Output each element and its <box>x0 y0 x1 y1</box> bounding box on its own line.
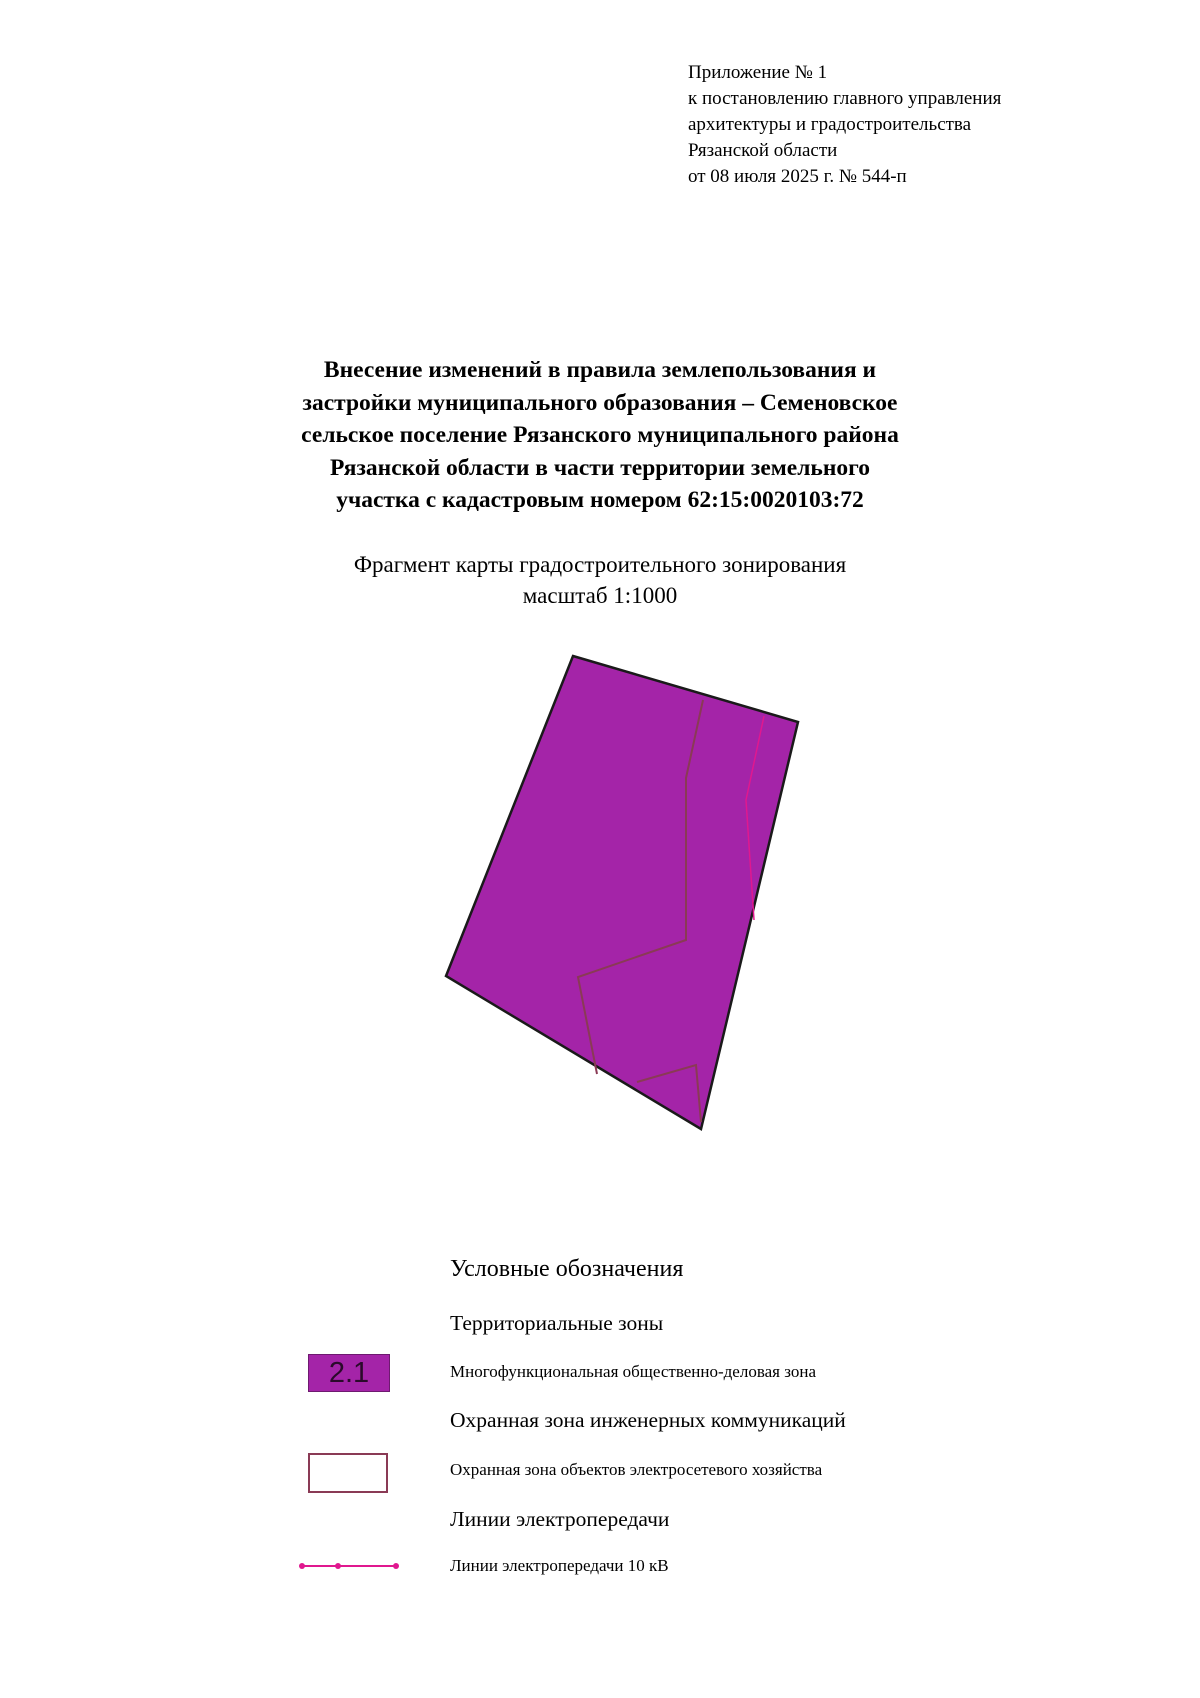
legend-heading: Условные обозначения <box>450 1256 684 1282</box>
appendix-line: от 08 июля 2025 г. № 544-п <box>688 166 907 187</box>
appendix-line: архитектуры и градостроительства <box>688 114 972 135</box>
title-line: Рязанской области в части территории земельного <box>330 454 870 481</box>
zone-label: Многофункциональная общественно-деловая зона <box>450 1362 817 1381</box>
title-line: застройки муниципального образования – Семеновское <box>302 389 898 416</box>
title-line: участка с кадастровым номером 62:15:0020103:72 <box>336 487 864 513</box>
power-line-swatch <box>298 1560 402 1572</box>
appendix-line: Приложение № 1 <box>688 62 828 83</box>
legend-zones-heading: Территориальные зоны <box>450 1311 664 1335</box>
protection-zone-label: Охранная зона объектов электросетевого хозяйства <box>450 1460 823 1479</box>
title-line: Внесение изменений в правила землепользования и <box>323 357 877 383</box>
zone-parcel <box>446 656 798 1129</box>
appendix-line: Рязанской области <box>688 140 838 161</box>
protection-zone-swatch <box>308 1453 388 1493</box>
legend-protection-heading: Охранная зона инженерных коммуникаций <box>450 1408 846 1432</box>
subtitle-line: Фрагмент карты градостроительного зонирования <box>353 552 847 577</box>
zone-swatch: 2.1 <box>308 1354 390 1392</box>
title-line: сельское поселение Рязанского муниципального района <box>301 422 899 448</box>
power-line-label: Линии электропередачи 10 кВ <box>450 1556 669 1575</box>
subtitle-line: масштаб 1:1000 <box>522 583 678 608</box>
legend-power-heading: Линии электропередачи <box>450 1507 670 1531</box>
appendix-line: к постановлению главного управления <box>688 88 1002 109</box>
